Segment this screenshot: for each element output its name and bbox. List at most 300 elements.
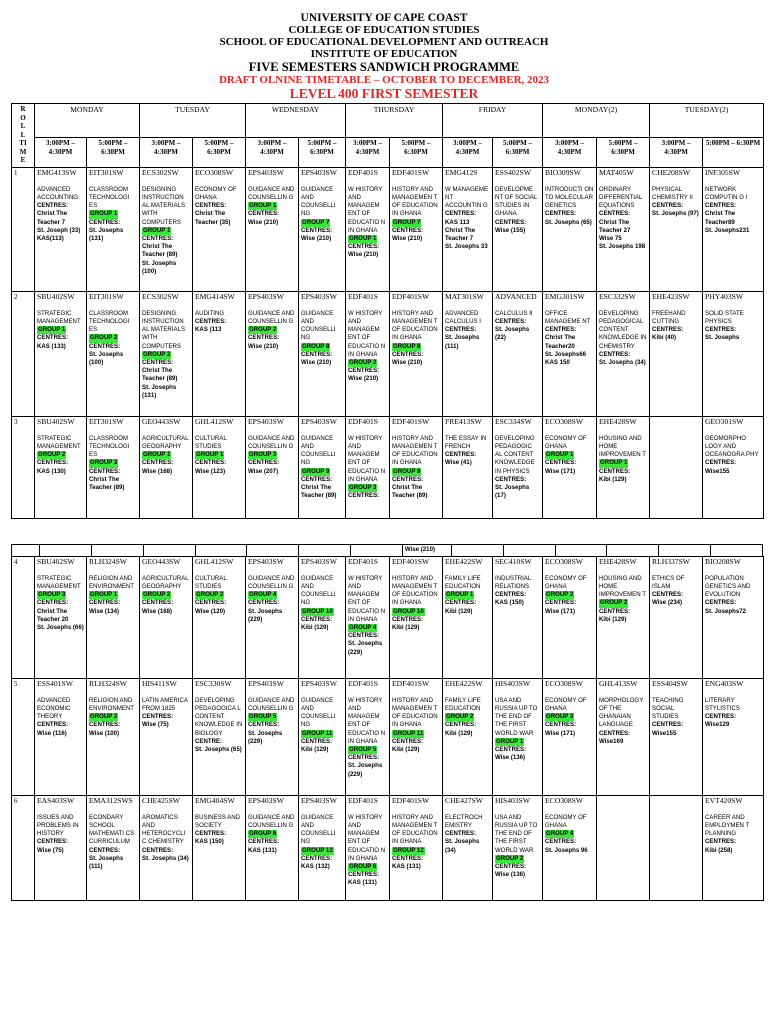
day-header-4: FRIDAY bbox=[443, 104, 543, 138]
day-header-3: THURSDAY bbox=[346, 104, 443, 138]
course-cell bbox=[650, 292, 703, 417]
group-badge: GROUP 2 bbox=[196, 591, 224, 599]
course-cell bbox=[493, 557, 543, 679]
roll-time-letter: E bbox=[20, 156, 26, 164]
centre-value: Wise (41) bbox=[445, 459, 472, 467]
course-code: ESC330SW bbox=[195, 679, 232, 688]
course-cell bbox=[390, 679, 443, 796]
centre-value: Wise (168) bbox=[142, 467, 173, 475]
centres-label: CENTRES: bbox=[142, 846, 174, 854]
course-title: ADVANCED ECONOMIC THEORY bbox=[37, 696, 71, 721]
centre-value: Christ The Teacher89 bbox=[705, 210, 736, 226]
group-badge: GROUP 3 bbox=[90, 459, 118, 467]
course-cell bbox=[35, 557, 87, 679]
course-title: DEVELOPME NT OF SOCIAL STUDIES IN GHANA bbox=[495, 185, 538, 218]
course-title: W HISTORY AND MANAGEM ENT OF EDUCATIO N IN GHANA bbox=[348, 813, 386, 862]
course-title: LATIN AMERICA FROM 1825 bbox=[142, 696, 188, 712]
time-slot-header: 5:00PM – 6:30PM bbox=[703, 138, 764, 168]
centres-label: CENTRES: bbox=[599, 210, 631, 218]
course-code: ESC332SW bbox=[599, 292, 636, 301]
course-code: EPS403SW bbox=[301, 557, 337, 566]
course-cell bbox=[246, 796, 299, 901]
course-code: EHE422SW bbox=[445, 557, 483, 566]
course-code: CHE425SW bbox=[142, 796, 180, 805]
course-code: HIS403SW bbox=[495, 679, 531, 688]
centres-label: CENTRES: bbox=[705, 202, 737, 210]
course-title: GUIDANCE AND COUNSELLI NG bbox=[301, 813, 336, 846]
document-header bbox=[0, 12, 768, 102]
group-badge: GROUP 4 bbox=[546, 830, 574, 838]
course-title: OFFICE MANAGEME NT bbox=[545, 309, 591, 325]
course-title: HISTORY AND MANAGEMEN T OF EDUCATION IN GHANA bbox=[392, 813, 438, 846]
centre-value: Wise (210) bbox=[301, 235, 332, 243]
centres-label: CENTRES: bbox=[545, 210, 577, 218]
group-badge: GROUP 1 bbox=[90, 210, 118, 218]
course-cell bbox=[597, 557, 650, 679]
course-title: ETHICS OF ISLAM bbox=[652, 574, 685, 590]
group-badge: GROUP 2 bbox=[249, 326, 277, 334]
course-cell bbox=[597, 796, 650, 901]
continuation-text: Wise (210) bbox=[404, 546, 435, 553]
course-code: EHE428SW bbox=[599, 557, 637, 566]
course-cell bbox=[650, 557, 703, 679]
centres-label: CENTRES: bbox=[652, 202, 684, 210]
time-slot-header: 5:00PM – 6:30PM bbox=[597, 138, 650, 168]
course-cell bbox=[703, 557, 764, 679]
course-cell bbox=[35, 292, 87, 417]
course-cell bbox=[140, 417, 193, 519]
course-cell bbox=[346, 168, 390, 292]
course-code: GHL412SW bbox=[195, 417, 234, 426]
course-cell bbox=[597, 168, 650, 292]
centre-value: Wise (168) bbox=[142, 607, 173, 615]
course-title: INTRODUCTI ON TO MOLECULAR GENETICS bbox=[545, 185, 594, 210]
course-code: EPS403SW bbox=[248, 168, 284, 177]
school-name: SCHOOL OF EDUCATIONAL DEVELOPMENT AND OUTREACH bbox=[219, 36, 549, 48]
course-code: ECO308SW bbox=[545, 417, 584, 426]
course-title: HISTORY AND MANAGEMEN T OF EDUCATION IN GHANA bbox=[392, 696, 438, 729]
centre-value: St. Josephs 33 bbox=[445, 243, 488, 251]
group-badge: GROUP 2 bbox=[600, 599, 628, 607]
course-code: CHE427SW bbox=[445, 796, 483, 805]
course-cell bbox=[543, 796, 597, 901]
course-code: EDF401S bbox=[348, 168, 378, 177]
group-badge: GROUP 1 bbox=[446, 591, 474, 599]
centres-label: CENTRES: bbox=[248, 838, 280, 846]
course-title: GUIDANCE AND COUNSELLI NG bbox=[301, 696, 336, 729]
course-cell bbox=[443, 796, 493, 901]
group-badge: GROUP 11 bbox=[393, 729, 424, 737]
centres-label: CENTRES: bbox=[705, 838, 737, 846]
course-cell bbox=[87, 557, 140, 679]
course-title: HOUSING AND HOME IMPROVEMEN T bbox=[599, 574, 646, 599]
college-name: COLLEGE OF EDUCATION STUDIES bbox=[288, 24, 480, 36]
course-cell bbox=[703, 679, 764, 796]
course-title: SOLID STATE PHYSICS bbox=[705, 309, 744, 325]
course-code: GHL413SW bbox=[599, 679, 638, 688]
course-cell bbox=[390, 796, 443, 901]
centre-value: St. Josephs (22) bbox=[495, 326, 530, 342]
course-cell bbox=[493, 679, 543, 796]
group-badge: GROUP 1 bbox=[600, 459, 628, 467]
course-cell bbox=[543, 168, 597, 292]
centre-value: Wise155 bbox=[705, 467, 730, 475]
centre-value: Christ The Teacher (89) bbox=[142, 367, 178, 383]
centre-value: Kibi (129) bbox=[445, 729, 473, 737]
course-code: BIO309SW bbox=[545, 168, 581, 177]
centre-value: Wise (207) bbox=[248, 467, 279, 475]
course-code: CHE208SW bbox=[652, 168, 691, 177]
roll-time-letter: M bbox=[19, 147, 27, 156]
course-code: EIT301SW bbox=[89, 168, 124, 177]
centre-value: Wise (210) bbox=[301, 359, 332, 367]
course-title: MORPHOLOGY OF THE GHANAIAN LANGUAGE bbox=[599, 696, 644, 729]
group-badge: GROUP 2 bbox=[349, 359, 377, 367]
centres-label: CENTRES: bbox=[301, 350, 333, 358]
course-title: AROMATICS AND HETEROCYCLI C CHEMISTRY bbox=[142, 813, 186, 846]
course-title: CALCULUS II bbox=[495, 309, 533, 317]
timetable-part-2 bbox=[11, 556, 764, 901]
course-code: ESS402SW bbox=[495, 168, 531, 177]
course-title: FREEHAND CUTTING bbox=[652, 309, 686, 325]
course-title: GUIDANCE AND COUNSELLI NG bbox=[301, 574, 336, 607]
centre-value: St. Josephs (229) bbox=[248, 607, 283, 623]
centre-value: Kibi (258) bbox=[705, 846, 733, 854]
course-cell bbox=[543, 292, 597, 417]
centre-value: KAS (131) bbox=[248, 846, 277, 854]
course-title: RELIGION AND ENVIRONMENT bbox=[89, 574, 135, 590]
course-cell bbox=[650, 417, 703, 519]
group-badge: GROUP 11 bbox=[302, 729, 333, 737]
course-cell bbox=[299, 796, 346, 901]
centre-value: St. Josephs (229) bbox=[248, 729, 283, 745]
course-code: EPS403SW bbox=[301, 679, 337, 688]
course-title: CAREER AND EMPLOYMEN T PLANNING bbox=[705, 813, 750, 838]
centre-value: KAS (113 bbox=[195, 326, 222, 334]
centres-label: CENTRES: bbox=[545, 838, 577, 846]
roll-time-header bbox=[12, 104, 35, 168]
centres-label: CENTRES: bbox=[545, 721, 577, 729]
centre-value: Kibi (129) bbox=[599, 475, 627, 483]
centres-label: CENTRES: bbox=[545, 599, 577, 607]
centres-label: CENTRES: bbox=[195, 830, 227, 838]
course-title: GEOMORPHO LOGY AND OCEANOGRA PHY bbox=[705, 434, 759, 459]
centres-label: CENTRES: bbox=[89, 342, 121, 350]
group-badge: GROUP 1 bbox=[496, 737, 524, 745]
centre-value: Wise (210) bbox=[348, 375, 379, 383]
centres-label: CENTRES: bbox=[248, 459, 280, 467]
centre-value: St. Josephs 198 bbox=[599, 243, 646, 251]
centre-value: Christ The Teacher (89) bbox=[89, 475, 125, 492]
course-code: EIT301SW bbox=[89, 417, 124, 426]
course-cell bbox=[703, 292, 764, 417]
course-code: ESS401SW bbox=[37, 679, 73, 688]
centre-value: St. Josephs (229) bbox=[348, 640, 383, 656]
centres-label: CENTRES: bbox=[705, 713, 737, 721]
course-title: GUIDANCE AND COUNSELLIN G bbox=[248, 696, 295, 712]
roll-number: 5 bbox=[12, 679, 35, 796]
centre-value: KAS (150) bbox=[495, 599, 524, 607]
course-title: CLASSROOM TECHNOLOGI ES bbox=[89, 185, 130, 210]
course-cell bbox=[443, 168, 493, 292]
centre-value: Wise169 bbox=[599, 737, 624, 745]
course-code: ECO308SW bbox=[195, 168, 233, 177]
course-title: ECONOMY OF GHANA bbox=[545, 434, 587, 450]
course-title: GUIDANCE AND COUNSELLI NG bbox=[301, 185, 336, 218]
course-title: GUIDANCE AND COUNSELLIN G bbox=[248, 813, 295, 829]
course-cell bbox=[390, 292, 443, 417]
course-title: ISSUES AND PROBLEMS IN HISTORY bbox=[37, 813, 79, 838]
course-code: SBU402SW bbox=[37, 557, 75, 566]
centre-value: KAS (130) bbox=[37, 467, 66, 475]
centre-value: Christ The Teacher 27 bbox=[599, 218, 631, 234]
centres-label: CENTRES: bbox=[195, 599, 227, 607]
course-title: ECONOMY OF GHANA bbox=[545, 574, 587, 590]
course-title: INDUSTRIAL RELATIONS bbox=[495, 574, 532, 590]
group-badge: GROUP 3 bbox=[546, 713, 574, 721]
centre-value: Wise (210) bbox=[248, 342, 279, 350]
course-title: ECONDARY SCHOOL MATHEMATI CS CURRICULUM bbox=[89, 813, 135, 846]
centres-label: CENTRES: bbox=[248, 210, 280, 218]
course-cell bbox=[193, 679, 246, 796]
centres-label: CENTRES: bbox=[348, 871, 380, 879]
centre-value: St. Josephs (131) bbox=[89, 226, 124, 243]
centre-value: Kibi (40) bbox=[652, 334, 677, 342]
time-slot-header: 5:00PM – 6:30PM bbox=[390, 138, 443, 168]
course-code: EDF401S bbox=[348, 796, 378, 805]
centres-label: CENTRES: bbox=[599, 467, 631, 475]
course-cell bbox=[597, 417, 650, 519]
course-title: DEVELOPING PEDAGOGICAL CONTENT KNOWLEDGE IN CHEMISTRY bbox=[599, 309, 647, 350]
time-slot-header: 5:00PM – 6:30PM bbox=[193, 138, 246, 168]
course-code: ADVANCED bbox=[495, 292, 537, 301]
group-badge: GROUP 5 bbox=[349, 746, 377, 754]
course-code: EMG301SW bbox=[545, 292, 585, 301]
course-cell bbox=[703, 417, 764, 519]
course-cell bbox=[443, 679, 493, 796]
course-cell bbox=[443, 417, 493, 519]
course-title: W HISTORY AND MANAGEM ENT OF EDUCATIO N IN GHANA bbox=[348, 185, 386, 234]
group-badge: GROUP 1 bbox=[249, 202, 277, 210]
centre-value: Christ The Teacher 7 bbox=[37, 210, 68, 226]
course-title: ADVANCED ACCOUNTING bbox=[37, 185, 78, 201]
centre-value: Wise (210) bbox=[392, 235, 423, 243]
centres-label: CENTRES: bbox=[142, 713, 174, 721]
centre-value: St. Joseph (33) bbox=[37, 226, 81, 234]
course-cell bbox=[493, 168, 543, 292]
course-cell bbox=[597, 679, 650, 796]
group-badge: GROUP 2 bbox=[496, 854, 524, 862]
course-code: PHY403SW bbox=[705, 292, 744, 301]
course-code: EDF401SW bbox=[392, 679, 430, 688]
course-title: ECONOMY OF GHANA bbox=[545, 696, 587, 712]
centres-label: CENTRES: bbox=[142, 459, 174, 467]
roll-number: 2 bbox=[12, 292, 35, 417]
course-title: ORDINARY DIFFERENTIAL EQUATIONS bbox=[599, 185, 643, 210]
course-title: STRATEGIC MANAGEMENT bbox=[37, 434, 81, 450]
course-title: CULTURAL STUDIES bbox=[195, 434, 227, 450]
course-cell bbox=[246, 168, 299, 292]
centre-value: Kibi (129) bbox=[445, 607, 473, 615]
centres-label: CENTRES: bbox=[248, 721, 280, 729]
course-code: EMA312SWS bbox=[89, 796, 133, 805]
centre-value: Wise (234) bbox=[652, 599, 683, 607]
course-title: DESIGNING INSTRUCTION AL MATERIALS WITH COMPUTERS bbox=[142, 185, 186, 226]
course-cell bbox=[193, 168, 246, 292]
course-title: BUSINESS AND SOCIETY bbox=[195, 813, 241, 829]
course-code: HIS411SW bbox=[142, 679, 177, 688]
centres-label: CENTRES: bbox=[142, 359, 174, 367]
course-title: W HISTORY AND MANAGEM ENT OF EDUCATIO N IN GHANA bbox=[348, 574, 386, 623]
course-code: BIO208SW bbox=[705, 557, 741, 566]
timetable-row bbox=[12, 557, 764, 679]
group-badge: GROUP 8 bbox=[302, 342, 330, 350]
day-header-0: MONDAY bbox=[35, 104, 140, 138]
course-cell bbox=[299, 168, 346, 292]
course-cell bbox=[140, 557, 193, 679]
group-badge: GROUP 1 bbox=[90, 591, 118, 599]
course-title: GUIDANCE AND COUNSELLIN G bbox=[248, 185, 295, 201]
roll-number: 6 bbox=[12, 796, 35, 901]
centres-label: CENTRES: bbox=[89, 721, 121, 729]
centre-value: Wise155 bbox=[652, 729, 677, 737]
course-cell bbox=[390, 417, 443, 519]
course-code: RLH324SW bbox=[89, 557, 127, 566]
programme-name: FIVE SEMESTERS SANDWICH PROGRAMME bbox=[248, 60, 520, 74]
centres-label: CENTRES: bbox=[348, 632, 380, 640]
course-cell bbox=[246, 557, 299, 679]
centres-label: CENTRES: bbox=[495, 218, 527, 226]
centres-label: CENTRES: bbox=[89, 218, 121, 226]
centre-value: Kibi (129) bbox=[599, 615, 627, 623]
course-code: INF305SW bbox=[705, 168, 741, 177]
course-cell bbox=[35, 417, 87, 519]
course-cell bbox=[493, 796, 543, 901]
course-title: NETWORK COMPUTIN G I bbox=[705, 185, 748, 201]
course-cell bbox=[35, 679, 87, 796]
course-title: CULTURAL STUDIES bbox=[195, 574, 227, 590]
centres-label: CENTRES: bbox=[195, 202, 227, 210]
course-title: DEVELOPING PEDAGOGIC AL CONTENT KNOWLEDGE IN PHYSICS bbox=[495, 434, 535, 475]
time-slot-header: 3:00PM – 4:30PM bbox=[650, 138, 703, 168]
course-title: GUIDANCE AND COUNSELLIN G bbox=[248, 574, 295, 590]
level-title: LEVEL 400 FIRST SEMESTER bbox=[289, 86, 479, 101]
course-title: POPULATION GENETICS AND EVOLUTION bbox=[705, 574, 751, 599]
group-badge: GROUP 4 bbox=[249, 591, 277, 599]
course-title: ELECTROCH EMISTRY bbox=[445, 813, 483, 829]
centre-value: Wise (100) bbox=[89, 729, 120, 737]
course-title: W HISTORY AND MANAGEM ENT OF EDUCATIO N IN GHANA bbox=[348, 434, 386, 483]
group-badge: GROUP 1 bbox=[349, 235, 377, 243]
roll-time-letter: O bbox=[20, 113, 26, 122]
course-cell bbox=[246, 417, 299, 519]
centre-value: Wise (75) bbox=[37, 846, 64, 854]
time-slot-header: 5:00PM – 6:30PM bbox=[87, 138, 140, 168]
course-code: EPS403SW bbox=[248, 557, 284, 566]
course-title: PHYSICAL CHEMISTRY II bbox=[652, 185, 693, 201]
day-header-5: MONDAY(2) bbox=[543, 104, 650, 138]
course-title: GUIDANCE AND COUNSELLIN G bbox=[248, 434, 295, 450]
time-slot-header: 3:00PM – 4:30PM bbox=[443, 138, 493, 168]
course-title: RELIGION AND ENVIRONMENT bbox=[89, 696, 135, 712]
course-code: RLH337SW bbox=[652, 557, 690, 566]
course-title: HISTORY AND MANAGEMEN T OF EDUCATION IN GHANA bbox=[392, 309, 438, 342]
course-cell bbox=[193, 557, 246, 679]
centre-value: Wise (171) bbox=[545, 729, 576, 737]
group-badge: GROUP 10 bbox=[302, 607, 333, 615]
course-code: EDF401SW bbox=[392, 796, 430, 805]
centre-value: St. Josephs (111) bbox=[445, 334, 480, 350]
course-code: MAT301SW bbox=[445, 292, 484, 301]
course-title: GUIDANCE AND COUNSELLI NG bbox=[301, 434, 336, 467]
course-title: TEACHING SOCIAL STUDIES bbox=[652, 696, 684, 721]
centre-value: St. Josephs (100) bbox=[89, 350, 124, 367]
centre-value: KAS (133) bbox=[37, 342, 66, 350]
centres-label: CENTRES: bbox=[495, 863, 527, 871]
centre-value: Wise (171) bbox=[545, 467, 576, 475]
centres-label: CENTRES: bbox=[89, 467, 121, 475]
course-code: EDF401S bbox=[348, 557, 378, 566]
time-slot-header: 3:00PM – 4:30PM bbox=[543, 138, 597, 168]
centres-label: CENTRES: bbox=[445, 599, 477, 607]
course-title: HISTORY AND MANAGEMEN T OF EDUCATION IN GHANA bbox=[392, 434, 438, 467]
centre-value: Kibi (129) bbox=[301, 746, 329, 754]
centres-label: CENTRES: bbox=[301, 737, 333, 745]
course-cell bbox=[346, 417, 390, 519]
course-code: EDF401S bbox=[348, 292, 378, 301]
course-title: STRATEGIC MANAGEMENT bbox=[37, 574, 81, 590]
centre-value: KAS (132) bbox=[301, 863, 330, 871]
group-badge: GROUP 10 bbox=[393, 607, 424, 615]
course-title: HISTORY AND MANAGEMEN T OF EDUCATION IN GHANA bbox=[392, 574, 438, 607]
centre-value: KAS (150) bbox=[195, 838, 224, 846]
group-badge: GROUP 2 bbox=[446, 713, 474, 721]
roll-number: 4 bbox=[12, 557, 35, 679]
course-cell bbox=[299, 557, 346, 679]
centre-value: Kibi (129) bbox=[392, 746, 420, 754]
course-cell bbox=[346, 292, 390, 417]
university-name: UNIVERSITY OF CAPE COAST bbox=[300, 12, 468, 24]
centre-value: Christ The Teacher 7 bbox=[445, 226, 476, 243]
day-header-1: TUESDAY bbox=[140, 104, 246, 138]
centres-label: CENTRES: bbox=[445, 721, 477, 729]
course-code: FRE413SW bbox=[445, 417, 482, 426]
course-title: DEVELOPING PEDAGOGICA L CONTENT KNOWLEDGE IN BIOLOGY bbox=[195, 696, 243, 737]
course-cell bbox=[193, 292, 246, 417]
course-code: EDF401SW bbox=[392, 168, 430, 177]
centre-value: St. Josephs (111) bbox=[89, 854, 124, 871]
centres-label: CENTRES: bbox=[545, 459, 577, 467]
timetable-row bbox=[12, 417, 764, 519]
course-cell bbox=[703, 796, 764, 901]
course-code: EAS403SW bbox=[37, 796, 75, 805]
centres-label: CENTRES: bbox=[89, 599, 121, 607]
centres-label: CENTRES: bbox=[652, 721, 684, 729]
centre-value: St. Josephs (34) bbox=[445, 838, 480, 854]
centres-label: CENTRES: bbox=[652, 326, 684, 334]
course-cell bbox=[597, 292, 650, 417]
course-title: GUIDANCE AND COUNSELLIN G bbox=[248, 309, 295, 325]
centre-value: St. Josephs (34) bbox=[142, 854, 189, 862]
course-code: EDF401SW bbox=[392, 417, 430, 426]
group-badge: GROUP 3 bbox=[349, 484, 377, 492]
course-code: EPS403SW bbox=[248, 417, 284, 426]
centre-value: St. Josephs (17) bbox=[495, 484, 530, 500]
course-code: ENG403SW bbox=[705, 679, 744, 688]
course-cell bbox=[246, 292, 299, 417]
course-code: EHE422SW bbox=[445, 679, 483, 688]
course-cell bbox=[443, 292, 493, 417]
